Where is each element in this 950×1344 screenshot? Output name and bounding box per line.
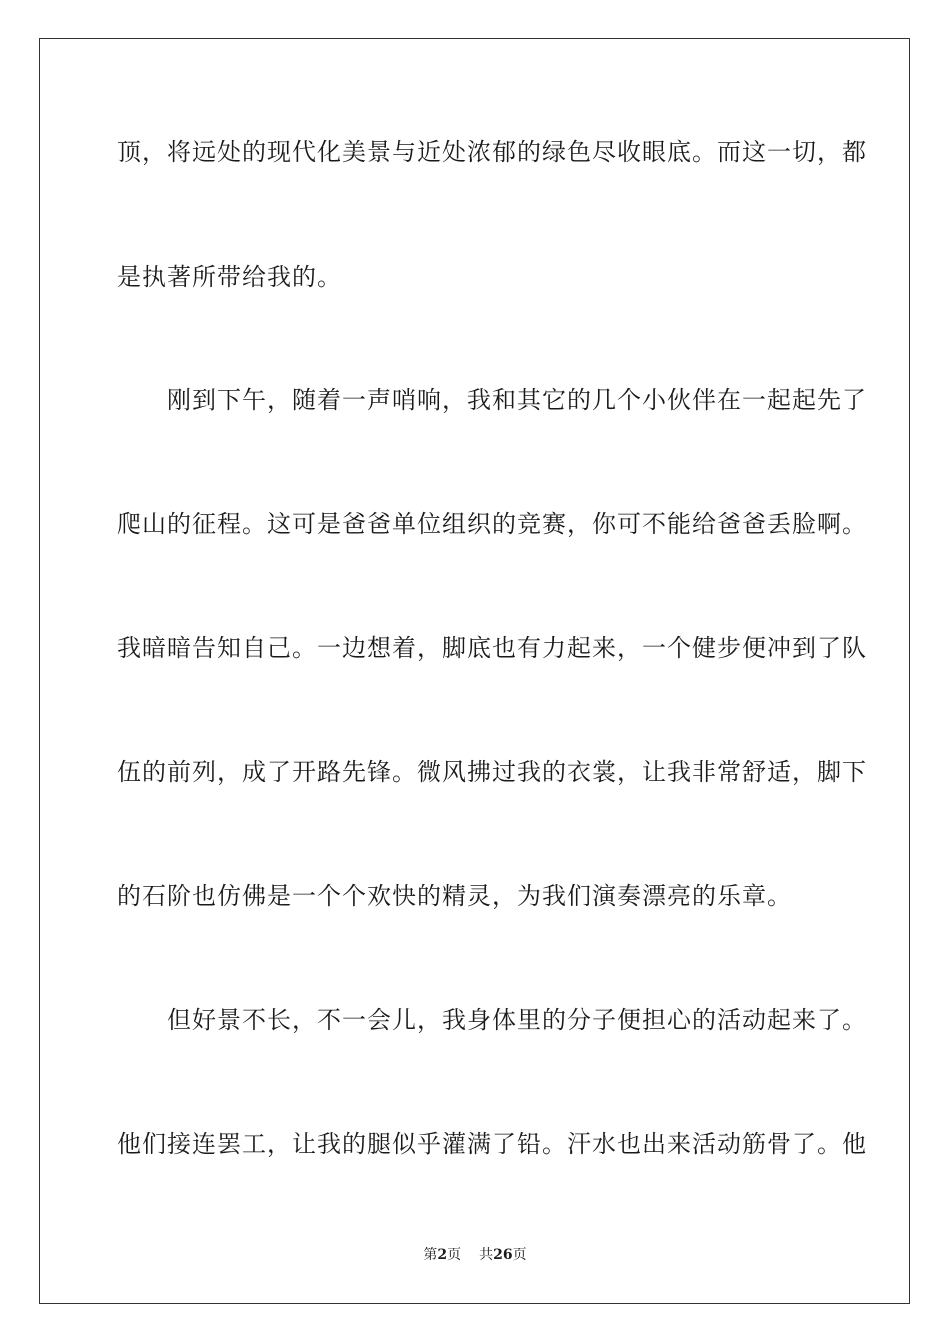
page-prefix: 第 xyxy=(423,1247,438,1263)
text-line: 爬山的征程。这可是爸爸单位组织的竞赛，你可不能给爸爸丢脸啊。 xyxy=(117,510,867,538)
page-border xyxy=(39,38,910,1304)
text-line: 的石阶也仿佛是一个个欢快的精灵，为我们演奏漂亮的乐章。 xyxy=(117,882,792,910)
text-line: 顶，将远处的现代化美景与近处浓郁的绿色尽收眼底。而这一切，都 xyxy=(117,138,867,166)
text-line: 他们接连罢工，让我的腿似乎灌满了铅。汗水也出来活动筋骨了。他 xyxy=(117,1130,867,1158)
total-prefix: 共 xyxy=(479,1247,494,1263)
page-suffix: 页 xyxy=(447,1247,462,1263)
text-line: 是执著所带给我的。 xyxy=(117,263,342,291)
page-number: 2 xyxy=(437,1247,448,1263)
text-line: 我暗暗告知自己。一边想着，脚底也有力起来，一个健步便冲到了队 xyxy=(117,634,867,662)
text-line: 伍的前列，成了开路先锋。微风拂过我的衣裳，让我非常舒适，脚下 xyxy=(117,758,867,786)
page-footer xyxy=(0,1245,950,1265)
total-suffix: 页 xyxy=(512,1247,527,1263)
text-line: 刚到下午，随着一声哨响，我和其它的几个小伙伴在一起起先了 xyxy=(117,386,867,414)
text-line: 但好景不长，不一会儿，我身体里的分子便担心的活动起来了。 xyxy=(117,1006,867,1034)
total-pages: 26 xyxy=(493,1247,513,1263)
